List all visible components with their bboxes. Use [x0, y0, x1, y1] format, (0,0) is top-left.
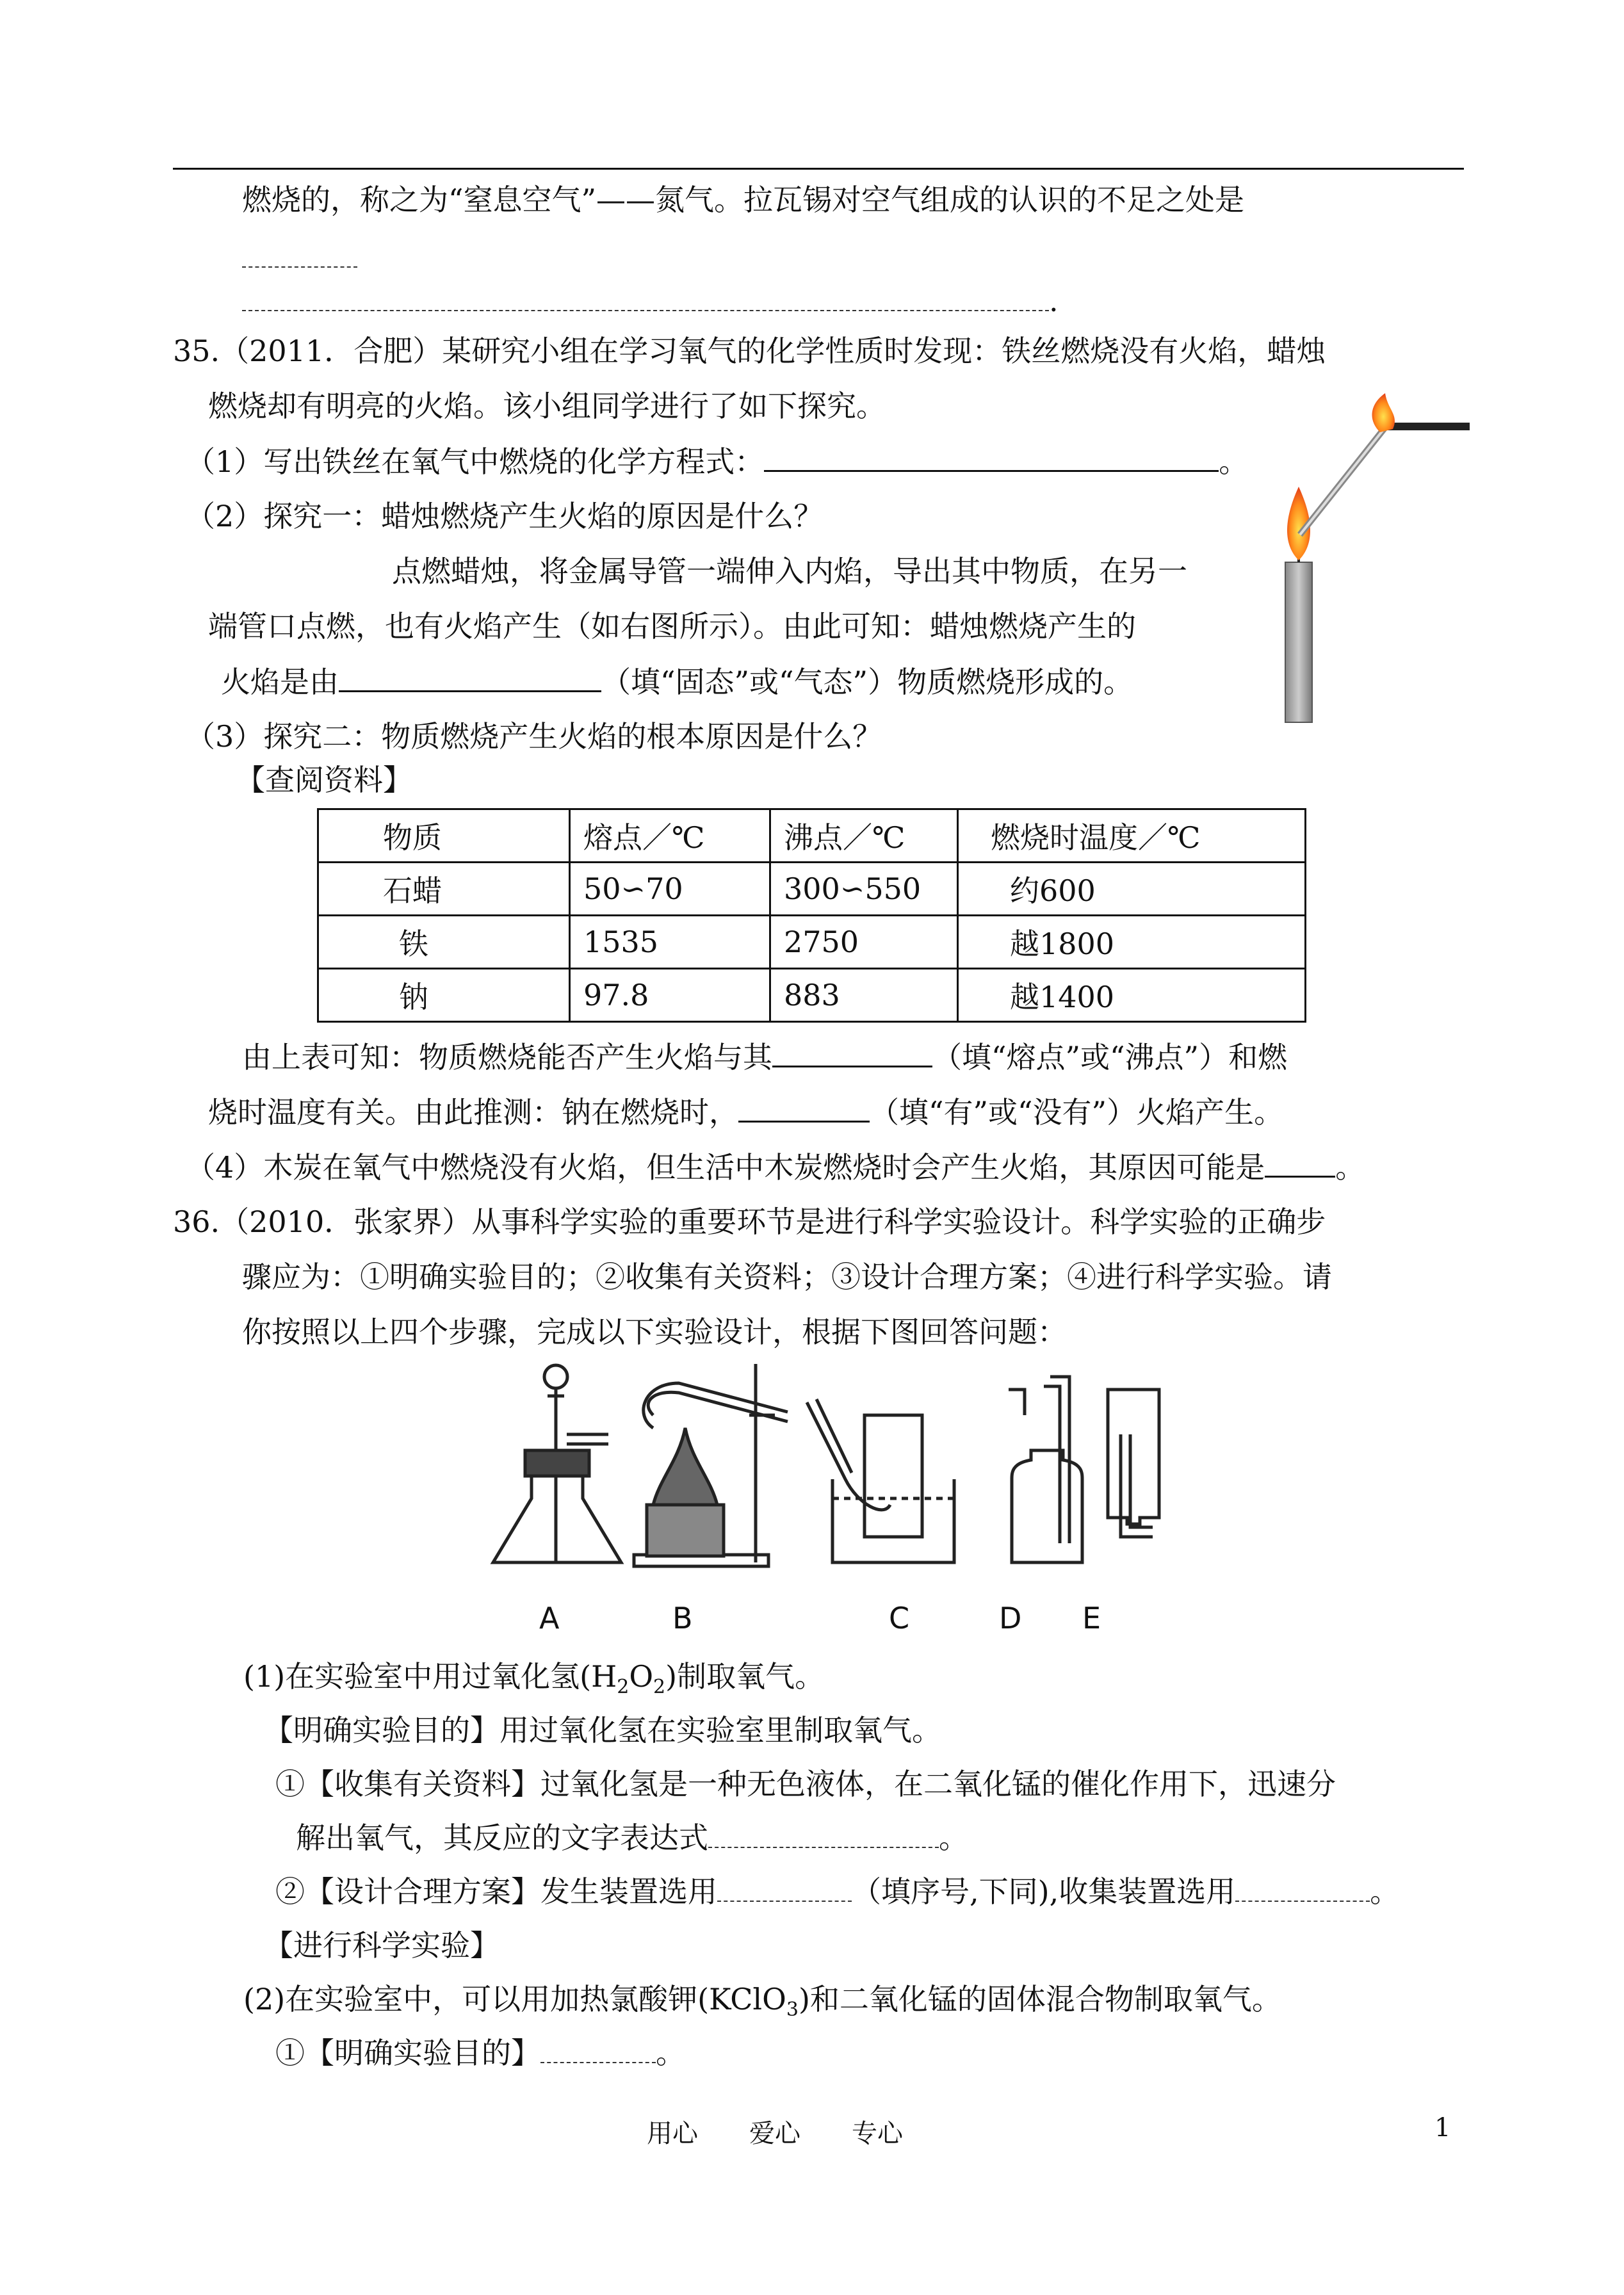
table-cell: 50∽70 [570, 863, 770, 916]
table-cell: 越1400 [958, 969, 1306, 1022]
text-line: 由上表可知：物质燃烧能否产生火焰与其 （填“熔点”或“沸点”）和燃 [242, 1037, 1287, 1076]
table-row [318, 916, 1306, 969]
figure-label-b: B [672, 1601, 693, 1635]
question-36-intro: 36.（2010．张家界）从事科学实验的重要环节是进行科学实验设计。科学实验的正确步 [173, 1204, 1326, 1239]
text-line: 解出氧气，其反应的文字表达式 。 [296, 1819, 968, 1857]
table-cell: 越1800 [958, 916, 1306, 969]
table-header-row [318, 809, 1306, 863]
answer-blank [242, 238, 357, 277]
text-line: 【进行科学实验】 [264, 1928, 499, 1963]
question-36-1: (1)在实验室中用过氧化氢$(H_2O_2)$制取氧气。 [243, 1659, 825, 1699]
table-header-cell: 物质 [318, 809, 570, 863]
table-cell: 2750 [770, 916, 958, 969]
footer-motto: 用心 爱心 专心 [647, 2119, 903, 2148]
question-35-4: （4）木炭在氧气中燃烧没有火焰，但生活中木炭燃烧时会产生火焰，其原因可能是 。 [186, 1148, 1365, 1187]
table-header-cell: 燃烧时温度／℃ [958, 809, 1306, 863]
question-35-intro: 35.（2011．合肥）某研究小组在学习氧气的化学性质时发现：铁丝燃烧没有火焰，蜡烛 [173, 334, 1326, 368]
question-35-2: （2）探究一：蜡烛燃烧产生火焰的原因是什么？ [186, 499, 824, 533]
apparatus-a [493, 1365, 621, 1562]
text-line: 【明确实验目的】用过氧化氢在实验室里制取氧气。 [264, 1713, 941, 1748]
text-line: 燃烧的，称之为“窒息空气”——氮气。拉瓦锡对空气组成的认识的不足之处是 [242, 182, 1245, 217]
text-line: 点燃蜡烛，将金属导管一端伸入内焰，导出其中物质，在另一 [392, 554, 1187, 588]
question-35-3: （3）探究二：物质燃烧产生火焰的根本原因是什么？ [186, 719, 882, 754]
candle-flame-illustration [1278, 384, 1482, 730]
table-cell: 约600 [958, 863, 1306, 916]
apparatus-b [634, 1364, 788, 1566]
table-cell: 铁 [318, 916, 570, 969]
text-line: ①【明确实验目的】 。 [275, 2034, 685, 2072]
section-heading: 【查阅资料】 [236, 763, 412, 797]
figure-label-e: E [1082, 1601, 1101, 1635]
top-rule [173, 168, 1464, 170]
figure-label-c: C [889, 1601, 910, 1635]
apparatus-c [807, 1399, 954, 1562]
table-cell: 300∽550 [770, 863, 958, 916]
page-number: 1 [1434, 2113, 1451, 2143]
table-cell: 97.8 [570, 969, 770, 1022]
text-line: 端管口点燃，也有火焰产生（如右图所示）。由此可知：蜡烛燃烧产生的 [208, 609, 1136, 644]
table-cell: 石蜡 [318, 863, 570, 916]
question-35-1: （1）写出铁丝在氧气中燃烧的化学方程式： 。 [186, 442, 1248, 481]
table-header-cell: 熔点／℃ [570, 809, 770, 863]
text-line: 骤应为：①明确实验目的；②收集有关资料；③设计合理方案；④进行科学实验。请 [242, 1260, 1332, 1294]
question-36-2: (2)在实验室中，可以用加热氯酸钾(KClO$_3$)和二氧化锰的固体混合物制取氧气。 [243, 1982, 1281, 2022]
figure-label-a: A [539, 1601, 560, 1635]
text-line: 烧时温度有关。由此推测：钠在燃烧时， （填“有”或“没有”）火焰产生。 [208, 1092, 1283, 1131]
text-line: ②【设计合理方案】发生装置选用 （填序号,下同),收集装置选用 。 [275, 1872, 1399, 1911]
table-cell: 钠 [318, 969, 570, 1022]
table-cell: 883 [770, 969, 958, 1022]
table-row [318, 969, 1306, 1022]
table-cell: 1535 [570, 916, 770, 969]
text-line: ①【收集有关资料】过氧化氢是一种无色液体，在二氧化锰的催化作用下，迅速分 [275, 1767, 1336, 1801]
table-row [318, 863, 1306, 916]
figure-label-d: D [999, 1601, 1022, 1635]
apparatus-e [1108, 1390, 1159, 1537]
text-line: 火焰是由 （填“固态”或“气态”）物质燃烧形成的。 [221, 662, 1133, 701]
answer-blank: . [242, 282, 1059, 320]
text-line: 燃烧却有明亮的火焰。该小组同学进行了如下探究。 [208, 389, 886, 423]
lab-apparatus-figure [487, 1351, 1178, 1582]
table-header-cell: 沸点／℃ [770, 809, 958, 863]
properties-table [317, 808, 1306, 1023]
apparatus-d [1009, 1377, 1082, 1562]
text-line: 你按照以上四个步骤，完成以下实验设计，根据下图回答问题： [242, 1315, 1067, 1349]
